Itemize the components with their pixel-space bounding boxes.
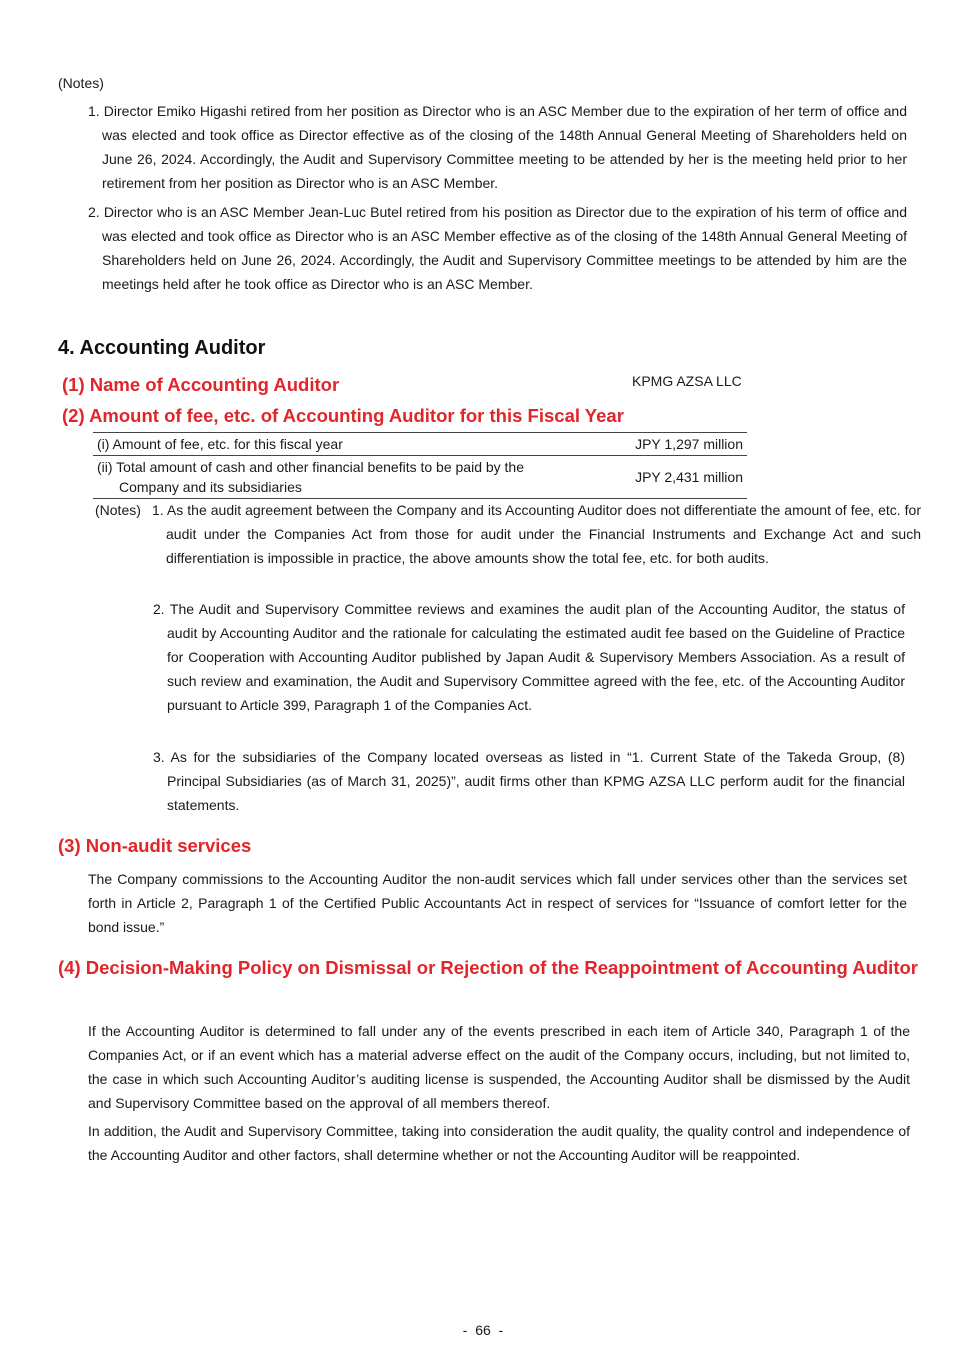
heading-fee: (2) Amount of fee, etc. of Accounting Auditor for this Fiscal Year [62, 405, 624, 426]
fee-note: 3. As for the subsidiaries of the Company located overseas as listed in “1. Current State of the Takeda Group, (8) Principal Subsidiaries (as of March 31, 2025)”, audit firms other than KPMG AZSA LLC perform audit for the financial statements. [153, 749, 905, 813]
table-row [93, 433, 747, 456]
auditor-name: KPMG AZSA LLC [632, 373, 742, 389]
fee-label: (ii) Total amount of cash and other financial benefits to be paid by the Company and its subsidiaries [93, 456, 563, 499]
policy-paragraph: In addition, the Audit and Supervisory Committee, taking into consideration the audit quality, the quality control and independence of the Accounting Auditor and other factors, shall determine whether or not the Accounting Auditor will be reappointed. [88, 1123, 910, 1163]
notes-label: (Notes) [58, 75, 104, 91]
fee-value: JPY 2,431 million [563, 456, 747, 499]
fee-note: 2. The Audit and Supervisory Committee reviews and examines the audit plan of the Accounting Auditor, the status of audit by Accounting Auditor and the rationale for calculating the estimated audit fee based on the Guideline of Practice for Cooperation with Accounting Auditor published by Japan Audit & Supervisory Members Association. As a result of such review and examination, the Audit and Supervisory Committee agreed with the fee, etc. of the Accounting Auditor pursuant to Article 399, Paragraph 1 of the Companies Act. [153, 601, 905, 713]
page-number: - 66 - [462, 1322, 504, 1338]
note-item: 2. Director who is an ASC Member Jean-Luc Butel retired from his position as Director due to the expiration of his term of office and was elected and took office as Director who is an ASC Member effective as of the closing of the 148th Annual General Meeting of Shareholders held on June 26, 2024. Accordingly, the Audit and Supervisory Committee meetings to be attended by him are the meetings held after he took office as Director who is an ASC Member. [88, 204, 907, 292]
table-row [93, 456, 747, 499]
heading-dismissal-policy: (4) Decision-Making Policy on Dismissal or Rejection of the Reappointment of Accounting Auditor [58, 957, 918, 978]
section-title: 4. Accounting Auditor [58, 337, 266, 359]
policy-paragraph: If the Accounting Auditor is determined to fall under any of the events prescribed in each item of Article 340, Paragraph 1 of the Companies Act, or if an event which has a material adverse effect on the audit of the Company occurs, including, but not limited to, the case in which such Accounting Auditor’s auditing license is suspended, the Accounting Auditor shall be dismissed by the Audit and Supervisory Committee based on the approval of all members thereof. [88, 1023, 910, 1111]
fee-notes-label: (Notes) [95, 502, 141, 518]
fee-label: (i) Amount of fee, etc. for this fiscal year [93, 433, 563, 456]
fee-table [93, 432, 747, 499]
heading-auditor-name: (1) Name of Accounting Auditor [62, 374, 340, 395]
fee-note [152, 498, 921, 570]
fee-value: JPY 1,297 million [563, 433, 747, 456]
non-audit-text: The Company commissions to the Accounting Auditor the non-audit services which fall under services other than the services set forth in Article 2, Paragraph 1 of the Certified Public Accountants Act in respect of services for “Issuance of comfort letter for the bond issue.” [88, 871, 907, 935]
fee-note-text: 1. As the audit agreement between the Company and its Accounting Auditor does not differentiate the amount of fee, etc. for audit under the Companies Act from those for audit under the Financial Instruments and Exchange Act and such differentiation is impossible in practice, the above amounts show the total fee, etc. for both audits. [152, 502, 921, 566]
heading-non-audit: (3) Non-audit services [58, 835, 252, 856]
note-item: 1. Director Emiko Higashi retired from her position as Director who is an ASC Member due to the expiration of her term of office and was elected and took office as Director effective as of the closing of the 148th Annual General Meeting of Shareholders held on June 26, 2024. Accordingly, the Audit and Supervisory Committee meeting to be attended by her is the meeting held prior to her retirement from her position as Director who is an ASC Member. [88, 103, 907, 191]
